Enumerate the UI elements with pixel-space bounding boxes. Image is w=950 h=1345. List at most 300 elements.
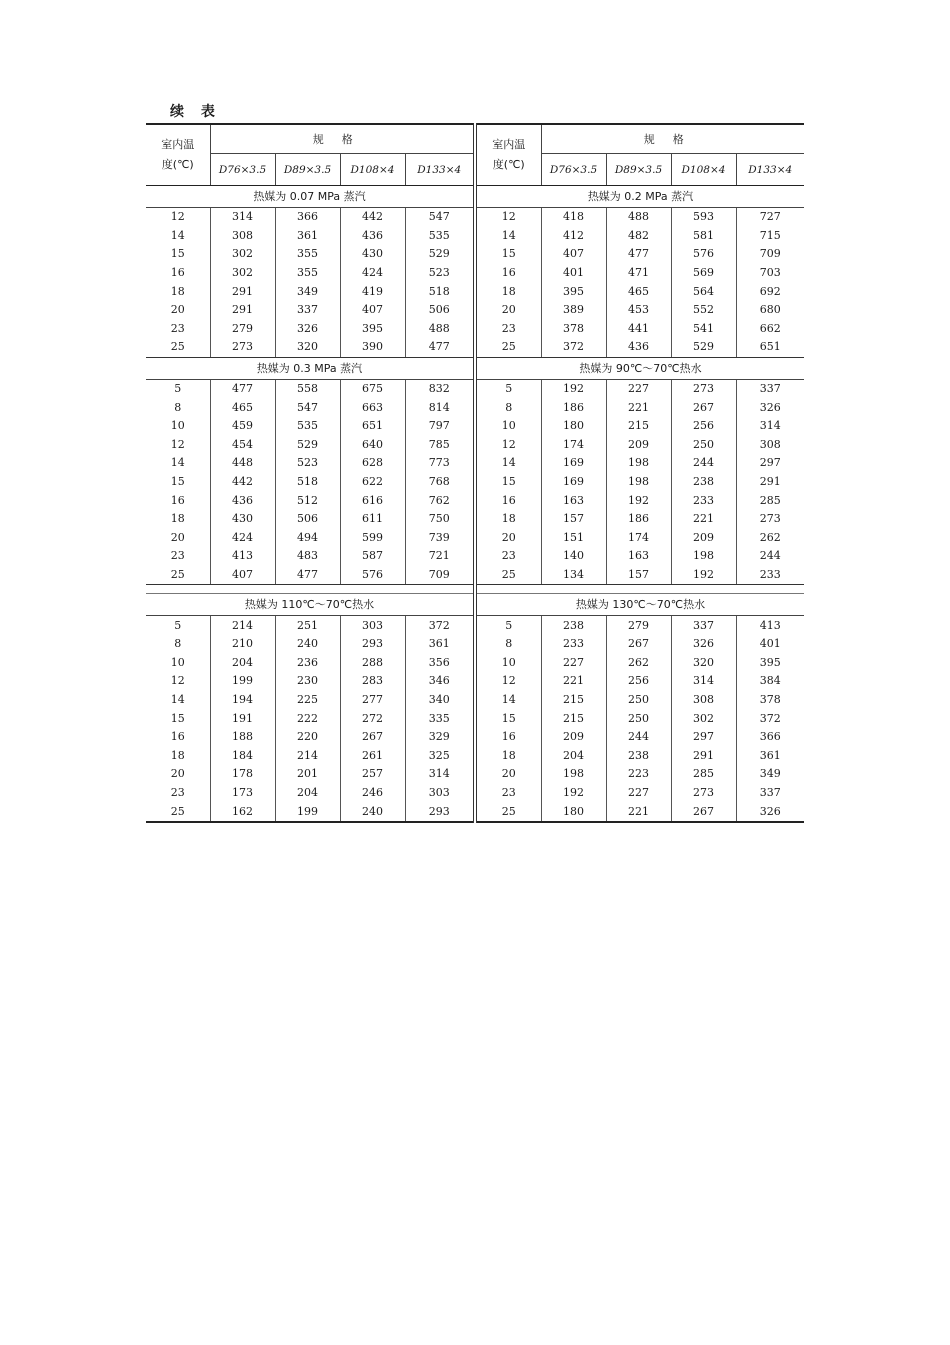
temperature-cell: 15 <box>477 473 541 492</box>
table-row <box>477 454 804 473</box>
value-cell: 366 <box>759 730 781 744</box>
value-cell: 308 <box>759 437 781 451</box>
table-row <box>477 802 804 821</box>
size-header: D89×3.5 <box>606 154 671 186</box>
temperature-cell: 18 <box>477 746 541 765</box>
value-cell: 430 <box>210 510 275 529</box>
value-cell: 337 <box>275 301 340 320</box>
value-cell: 436 <box>210 491 275 510</box>
data-table <box>146 208 473 357</box>
temperature-label-line2: 度(℃) <box>161 158 194 171</box>
value-cell: 204 <box>275 784 340 803</box>
section-title: 热媒为 110℃～70℃热水 <box>146 594 473 616</box>
value-cell: 184 <box>210 746 275 765</box>
value-cell: 303 <box>428 785 450 799</box>
value-cell: 256 <box>671 417 736 436</box>
value-cell: 453 <box>606 301 671 320</box>
temperature-cell: 16 <box>477 491 541 510</box>
value-cell: 407 <box>340 301 405 320</box>
data-section <box>477 186 804 358</box>
temperature-cell: 10 <box>146 417 210 436</box>
value-cell: 459 <box>210 417 275 436</box>
value-cell: 622 <box>340 473 405 492</box>
value-cell: 267 <box>671 398 736 417</box>
table-row <box>477 473 804 492</box>
value-cell: 279 <box>210 320 275 339</box>
value-cell: 198 <box>606 473 671 492</box>
value-cell: 267 <box>671 802 736 821</box>
table-row <box>146 765 473 784</box>
value-cell: 378 <box>759 692 781 706</box>
value-cell: 395 <box>541 282 606 301</box>
temperature-cell: 23 <box>477 320 541 339</box>
value-cell: 273 <box>759 512 781 526</box>
temperature-cell: 23 <box>477 784 541 803</box>
value-cell: 222 <box>275 709 340 728</box>
value-cell: 785 <box>428 437 450 451</box>
table-row <box>146 245 473 264</box>
value-cell: 221 <box>671 510 736 529</box>
value-cell: 329 <box>428 730 450 744</box>
value-cell: 581 <box>671 227 736 246</box>
value-cell: 244 <box>606 728 671 747</box>
value-cell: 326 <box>759 400 781 414</box>
value-cell: 169 <box>541 454 606 473</box>
spec-header: 规格 <box>541 125 804 154</box>
value-cell: 192 <box>671 566 736 585</box>
value-cell: 198 <box>541 765 606 784</box>
temperature-cell: 20 <box>146 529 210 548</box>
value-cell: 372 <box>759 711 781 725</box>
temperature-label-line2: 度(℃) <box>492 158 525 171</box>
value-cell: 303 <box>340 616 405 635</box>
table-row <box>146 728 473 747</box>
value-cell: 413 <box>759 618 781 632</box>
value-cell: 651 <box>340 417 405 436</box>
table-row <box>477 728 804 747</box>
value-cell: 198 <box>606 454 671 473</box>
table-caption: 续 表 <box>170 104 221 120</box>
temperature-cell: 18 <box>477 282 541 301</box>
value-cell: 814 <box>428 400 450 414</box>
value-cell: 308 <box>671 691 736 710</box>
table-row <box>477 653 804 672</box>
value-cell: 238 <box>541 616 606 635</box>
temperature-cell: 14 <box>477 454 541 473</box>
value-cell: 768 <box>428 475 450 489</box>
table-row <box>477 301 804 320</box>
value-cell: 356 <box>428 655 450 669</box>
table-row <box>146 616 473 635</box>
value-cell: 523 <box>428 266 450 280</box>
value-cell: 361 <box>428 637 450 651</box>
temperature-cell: 25 <box>146 802 210 821</box>
value-cell: 355 <box>275 264 340 283</box>
value-cell: 230 <box>275 672 340 691</box>
temperature-cell: 18 <box>477 510 541 529</box>
value-cell: 797 <box>428 419 450 433</box>
value-cell: 192 <box>541 380 606 399</box>
value-cell: 454 <box>210 436 275 455</box>
table-row <box>477 208 804 227</box>
data-table <box>477 616 804 821</box>
table-row <box>146 802 473 821</box>
value-cell: 198 <box>671 547 736 566</box>
value-cell: 291 <box>210 282 275 301</box>
value-cell: 762 <box>428 493 450 507</box>
value-cell: 378 <box>541 320 606 339</box>
value-cell: 178 <box>210 765 275 784</box>
value-cell: 186 <box>606 510 671 529</box>
temperature-cell: 16 <box>146 491 210 510</box>
temperature-cell: 8 <box>146 635 210 654</box>
value-cell: 227 <box>606 784 671 803</box>
size-header: D108×4 <box>671 154 736 186</box>
value-cell: 157 <box>541 510 606 529</box>
value-cell: 233 <box>671 491 736 510</box>
data-section <box>146 358 473 586</box>
value-cell: 291 <box>671 746 736 765</box>
size-header: D133×4 <box>748 163 793 176</box>
table-row <box>477 709 804 728</box>
value-cell: 186 <box>541 398 606 417</box>
value-cell: 739 <box>428 530 450 544</box>
temperature-cell: 25 <box>477 802 541 821</box>
value-cell: 267 <box>340 728 405 747</box>
table-header <box>477 123 804 186</box>
table-row <box>146 436 473 455</box>
data-table <box>477 380 804 585</box>
value-cell: 616 <box>340 491 405 510</box>
value-cell: 134 <box>541 566 606 585</box>
value-cell: 547 <box>428 210 450 224</box>
value-cell: 518 <box>428 284 450 298</box>
value-cell: 442 <box>210 473 275 492</box>
value-cell: 191 <box>210 709 275 728</box>
data-section <box>146 594 473 823</box>
value-cell: 180 <box>541 417 606 436</box>
value-cell: 192 <box>541 784 606 803</box>
value-cell: 442 <box>340 208 405 227</box>
table-row <box>146 510 473 529</box>
table-row <box>146 635 473 654</box>
value-cell: 436 <box>606 338 671 357</box>
value-cell: 199 <box>275 802 340 821</box>
value-cell: 407 <box>541 245 606 264</box>
value-cell: 390 <box>340 338 405 357</box>
value-cell: 277 <box>340 691 405 710</box>
temperature-cell: 25 <box>477 566 541 585</box>
value-cell: 215 <box>541 709 606 728</box>
value-cell: 569 <box>671 264 736 283</box>
temperature-cell: 14 <box>146 454 210 473</box>
temperature-cell: 16 <box>146 728 210 747</box>
table-row <box>477 765 804 784</box>
table-left-half <box>146 123 473 823</box>
temperature-cell: 5 <box>146 616 210 635</box>
table-row <box>146 380 473 399</box>
value-cell: 448 <box>210 454 275 473</box>
value-cell: 291 <box>210 301 275 320</box>
temperature-cell: 8 <box>477 635 541 654</box>
temperature-cell: 12 <box>477 672 541 691</box>
table-row <box>146 282 473 301</box>
value-cell: 250 <box>606 691 671 710</box>
value-cell: 163 <box>606 547 671 566</box>
value-cell: 320 <box>671 653 736 672</box>
value-cell: 180 <box>541 802 606 821</box>
data-table <box>477 208 804 357</box>
value-cell: 314 <box>671 672 736 691</box>
temperature-cell: 14 <box>477 691 541 710</box>
size-header: D89×3.5 <box>275 154 340 186</box>
table-row <box>146 398 473 417</box>
value-cell: 337 <box>671 616 736 635</box>
value-cell: 349 <box>759 767 781 781</box>
value-cell: 773 <box>428 456 450 470</box>
value-cell: 558 <box>275 380 340 399</box>
temperature-cell: 18 <box>146 746 210 765</box>
value-cell: 240 <box>340 802 405 821</box>
value-cell: 529 <box>275 436 340 455</box>
value-cell: 227 <box>541 653 606 672</box>
value-cell: 223 <box>606 765 671 784</box>
data-table <box>146 380 473 585</box>
value-cell: 488 <box>606 208 671 227</box>
value-cell: 285 <box>671 765 736 784</box>
table-row <box>146 784 473 803</box>
value-cell: 225 <box>275 691 340 710</box>
temperature-cell: 16 <box>477 264 541 283</box>
data-table <box>146 616 473 821</box>
table-row <box>146 709 473 728</box>
table-row <box>477 264 804 283</box>
section-title: 热媒为 0.2 MPa 蒸汽 <box>477 186 804 208</box>
value-cell: 477 <box>275 566 340 585</box>
value-cell: 337 <box>759 382 781 396</box>
value-cell: 227 <box>606 380 671 399</box>
value-cell: 209 <box>606 436 671 455</box>
value-cell: 273 <box>671 380 736 399</box>
table-header <box>146 123 473 186</box>
section-title: 热媒为 90℃～70℃热水 <box>477 358 804 380</box>
value-cell: 412 <box>541 227 606 246</box>
section-title: 热媒为 0.3 MPa 蒸汽 <box>146 358 473 380</box>
value-cell: 541 <box>671 320 736 339</box>
value-cell: 494 <box>275 529 340 548</box>
value-cell: 430 <box>340 245 405 264</box>
temperature-label-line1: 室内温 <box>492 138 526 151</box>
value-cell: 552 <box>671 301 736 320</box>
temperature-cell: 20 <box>146 765 210 784</box>
table-row <box>146 473 473 492</box>
value-cell: 326 <box>275 320 340 339</box>
table-row <box>146 320 473 339</box>
table-row <box>477 616 804 635</box>
value-cell: 675 <box>340 380 405 399</box>
value-cell: 262 <box>759 530 781 544</box>
value-cell: 419 <box>340 282 405 301</box>
value-cell: 535 <box>275 417 340 436</box>
value-cell: 593 <box>671 208 736 227</box>
value-cell: 506 <box>428 303 450 317</box>
value-cell: 151 <box>541 529 606 548</box>
value-cell: 349 <box>275 282 340 301</box>
temperature-cell: 18 <box>146 282 210 301</box>
temperature-label-line1: 室内温 <box>161 138 195 151</box>
temperature-cell: 14 <box>146 691 210 710</box>
size-header: D133×4 <box>417 163 462 176</box>
value-cell: 293 <box>340 635 405 654</box>
value-cell: 715 <box>759 228 781 242</box>
value-cell: 240 <box>275 635 340 654</box>
table-row <box>146 547 473 566</box>
value-cell: 250 <box>606 709 671 728</box>
temperature-cell: 23 <box>146 547 210 566</box>
value-cell: 210 <box>210 635 275 654</box>
temperature-cell: 23 <box>146 320 210 339</box>
value-cell: 173 <box>210 784 275 803</box>
table-row <box>477 398 804 417</box>
header-table <box>146 125 473 185</box>
value-cell: 204 <box>210 653 275 672</box>
value-cell: 201 <box>275 765 340 784</box>
size-header: D76×3.5 <box>541 154 606 186</box>
value-cell: 302 <box>210 264 275 283</box>
table-row <box>146 264 473 283</box>
temperature-cell: 15 <box>146 709 210 728</box>
temperature-cell: 15 <box>146 245 210 264</box>
value-cell: 424 <box>340 264 405 283</box>
value-cell: 418 <box>541 208 606 227</box>
size-header: D76×3.5 <box>210 154 275 186</box>
value-cell: 256 <box>606 672 671 691</box>
value-cell: 477 <box>210 380 275 399</box>
table-row <box>146 208 473 227</box>
size-header: D108×4 <box>340 154 405 186</box>
value-cell: 214 <box>275 746 340 765</box>
value-cell: 204 <box>541 746 606 765</box>
table-row <box>477 746 804 765</box>
temperature-cell: 10 <box>146 653 210 672</box>
value-cell: 314 <box>759 419 781 433</box>
value-cell: 251 <box>275 616 340 635</box>
value-cell: 721 <box>428 549 450 563</box>
value-cell: 238 <box>606 746 671 765</box>
value-cell: 401 <box>759 637 781 651</box>
spec-header: 规格 <box>210 125 473 154</box>
table-row <box>477 417 804 436</box>
value-cell: 221 <box>606 398 671 417</box>
table-right-half <box>473 123 804 823</box>
value-cell: 221 <box>606 802 671 821</box>
table-row <box>146 338 473 357</box>
table-row <box>477 491 804 510</box>
temperature-header <box>477 125 541 185</box>
section-gap <box>477 585 804 594</box>
temperature-cell: 12 <box>477 436 541 455</box>
value-cell: 326 <box>671 635 736 654</box>
temperature-cell: 8 <box>146 398 210 417</box>
value-cell: 703 <box>759 266 781 280</box>
value-cell: 750 <box>428 512 450 526</box>
value-cell: 272 <box>340 709 405 728</box>
value-cell: 389 <box>541 301 606 320</box>
header-table <box>477 125 804 185</box>
value-cell: 302 <box>210 245 275 264</box>
value-cell: 163 <box>541 491 606 510</box>
value-cell: 261 <box>340 746 405 765</box>
value-cell: 194 <box>210 691 275 710</box>
value-cell: 395 <box>340 320 405 339</box>
value-cell: 709 <box>759 247 781 261</box>
value-cell: 302 <box>671 709 736 728</box>
value-cell: 236 <box>275 653 340 672</box>
temperature-cell: 25 <box>146 566 210 585</box>
section-gap <box>146 585 473 594</box>
table-row <box>477 784 804 803</box>
temperature-cell: 12 <box>477 208 541 227</box>
value-cell: 308 <box>210 227 275 246</box>
value-cell: 662 <box>759 321 781 335</box>
value-cell: 273 <box>210 338 275 357</box>
value-cell: 293 <box>428 804 450 818</box>
table-row <box>477 547 804 566</box>
table-row <box>146 529 473 548</box>
value-cell: 482 <box>606 227 671 246</box>
value-cell: 680 <box>759 303 781 317</box>
value-cell: 395 <box>759 655 781 669</box>
value-cell: 279 <box>606 616 671 635</box>
value-cell: 372 <box>428 618 450 632</box>
value-cell: 512 <box>275 491 340 510</box>
table-row <box>146 491 473 510</box>
value-cell: 233 <box>759 567 781 581</box>
temperature-cell: 8 <box>477 398 541 417</box>
value-cell: 188 <box>210 728 275 747</box>
value-cell: 267 <box>606 635 671 654</box>
value-cell: 340 <box>428 692 450 706</box>
value-cell: 401 <box>541 264 606 283</box>
temperature-cell: 25 <box>477 338 541 357</box>
temperature-cell: 20 <box>477 765 541 784</box>
value-cell: 291 <box>759 475 781 489</box>
value-cell: 471 <box>606 264 671 283</box>
value-cell: 640 <box>340 436 405 455</box>
value-cell: 663 <box>340 398 405 417</box>
table-row <box>477 672 804 691</box>
value-cell: 244 <box>671 454 736 473</box>
table-row <box>477 245 804 264</box>
value-cell: 355 <box>275 245 340 264</box>
value-cell: 361 <box>759 748 781 762</box>
value-cell: 346 <box>428 674 450 688</box>
value-cell: 220 <box>275 728 340 747</box>
temperature-cell: 16 <box>146 264 210 283</box>
temperature-cell: 15 <box>146 473 210 492</box>
table-row <box>146 301 473 320</box>
table-row <box>146 227 473 246</box>
value-cell: 246 <box>340 784 405 803</box>
value-cell: 209 <box>671 529 736 548</box>
value-cell: 436 <box>340 227 405 246</box>
value-cell: 587 <box>340 547 405 566</box>
value-cell: 477 <box>428 340 450 354</box>
value-cell: 727 <box>759 210 781 224</box>
temperature-cell: 10 <box>477 653 541 672</box>
temperature-cell: 10 <box>477 417 541 436</box>
value-cell: 233 <box>541 635 606 654</box>
